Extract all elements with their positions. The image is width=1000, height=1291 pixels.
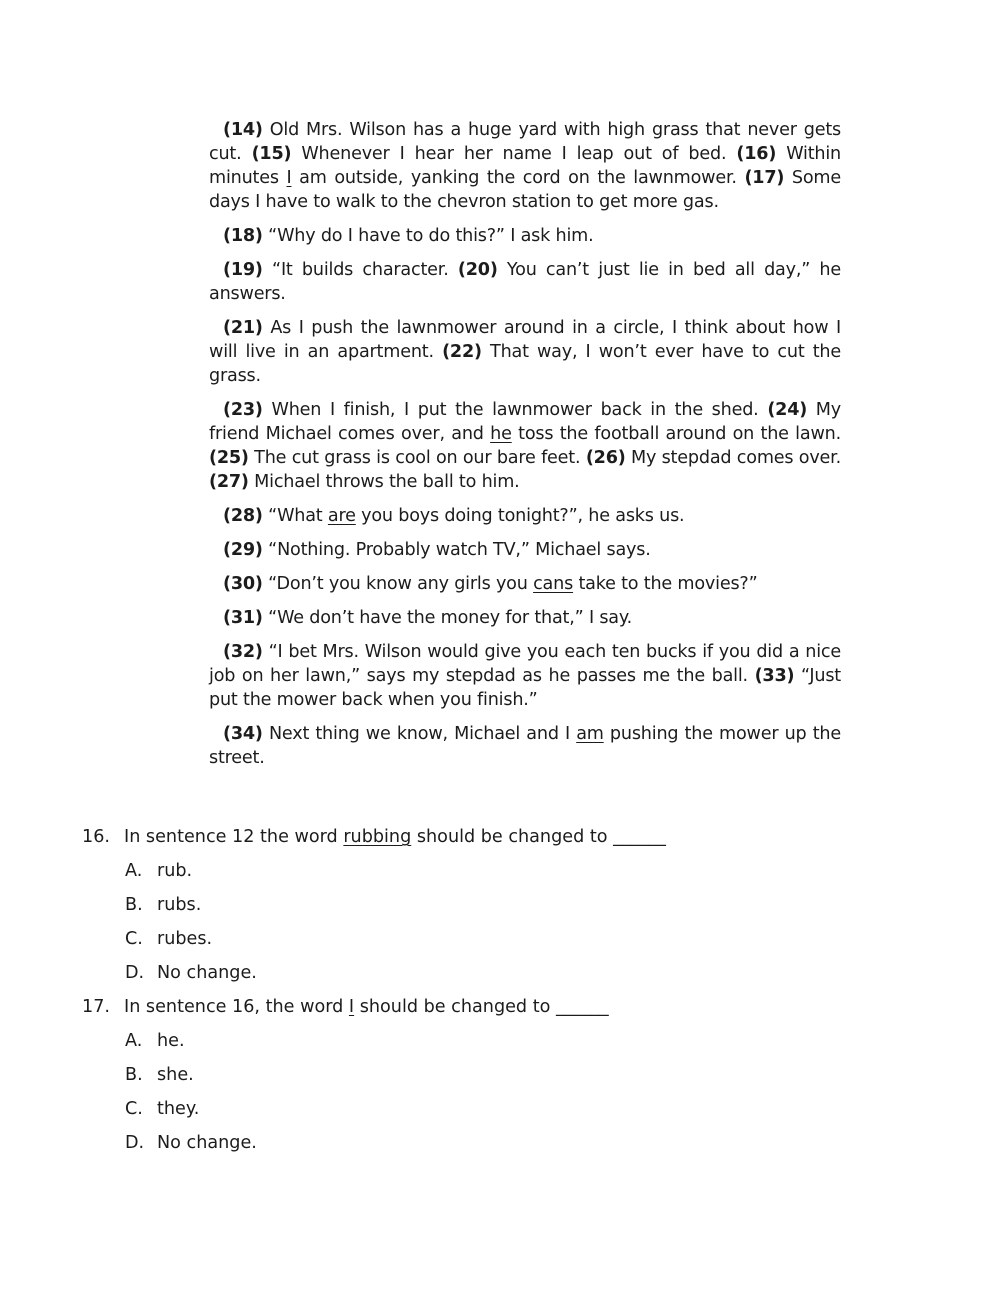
sentence-number: (33) — [754, 666, 795, 686]
text-segment: You can’t just lie in bed all day,” he answers. — [209, 260, 841, 304]
text-segment: As I push the lawnmower around in a circle, I think about how I will live in an apartment. — [209, 318, 841, 362]
text-segment: am outside, yanking the cord on the lawnmower. — [291, 168, 745, 188]
option-text: she. — [157, 1065, 194, 1085]
text-segment: Old Mrs. Wilson has a huge yard with high grass that never gets cut. — [209, 120, 841, 164]
underlined-word: I — [286, 168, 292, 188]
sentence-number: (34) — [223, 724, 263, 744]
answer-option[interactable] — [125, 1063, 962, 1087]
answer-option[interactable] — [125, 893, 962, 917]
question-list — [82, 825, 962, 1165]
text-segment: That way, I won’t ever have to cut the grass. — [209, 342, 841, 386]
option-text: they. — [157, 1099, 200, 1119]
option-letter: B. — [125, 895, 143, 915]
sentence-number: (19) — [223, 260, 263, 280]
answer-option[interactable] — [125, 1029, 962, 1053]
sentence-number: (26) — [585, 448, 626, 468]
passage-paragraph — [209, 722, 841, 770]
sentence-number: (23) — [223, 400, 263, 420]
option-text: he. — [157, 1031, 185, 1051]
sentence-number: (29) — [223, 540, 263, 560]
passage-paragraph — [209, 316, 841, 388]
text-segment: should be changed to ______ — [411, 827, 666, 847]
sentence-number: (31) — [223, 608, 263, 628]
passage-paragraph — [209, 224, 841, 248]
sentence-number: (18) — [223, 226, 263, 246]
answer-option[interactable] — [125, 961, 962, 985]
sentence-number: (21) — [223, 318, 263, 338]
sentence-number: (25) — [209, 448, 249, 468]
text-segment: When I finish, I put the lawnmower back in the shed. — [262, 400, 768, 420]
text-segment: should be changed to ______ — [354, 997, 609, 1017]
question-stem — [82, 995, 962, 1019]
option-letter: D. — [125, 1133, 145, 1153]
question-text — [124, 825, 666, 849]
text-segment: “Don’t you know any girls you — [262, 574, 534, 594]
passage-paragraph — [209, 504, 841, 528]
passage-paragraph — [209, 258, 841, 306]
sentence-number: (28) — [223, 506, 263, 526]
sentence-number: (24) — [767, 400, 808, 420]
option-letter: D. — [125, 963, 145, 983]
sentence-number: (32) — [223, 642, 263, 662]
option-text: rubes. — [157, 929, 213, 949]
answer-options — [82, 859, 962, 985]
text-segment: “Nothing. Probably watch TV,” Michael says. — [262, 540, 651, 560]
option-letter: A. — [125, 861, 143, 881]
underlined-word: rubbing — [343, 827, 412, 847]
sentence-number: (22) — [442, 342, 482, 362]
option-text: No change. — [157, 1133, 257, 1153]
question — [82, 825, 962, 985]
text-segment: My friend Michael comes over, and — [209, 400, 841, 444]
passage-paragraph — [209, 538, 841, 562]
text-segment: “I bet Mrs. Wilson would give you each ten bucks if you did a nice job on her lawn,” says my stepdad as he passes me the ball. — [209, 642, 841, 686]
passage-paragraph — [209, 606, 841, 630]
underlined-word: am — [576, 724, 604, 744]
passage-paragraph — [209, 118, 841, 214]
question-number: 17. — [82, 997, 110, 1017]
passage-paragraph — [209, 640, 841, 712]
underlined-word: he — [490, 424, 512, 444]
text-segment: “We don’t have the money for that,” I say. — [262, 608, 632, 628]
text-segment: “What — [262, 506, 328, 526]
text-segment: In sentence 16, the word — [124, 997, 349, 1017]
text-segment: Within minutes — [209, 144, 841, 188]
answer-option[interactable] — [125, 927, 962, 951]
underlined-word: are — [327, 506, 356, 526]
text-segment: In sentence 12 the word — [124, 827, 344, 847]
passage-paragraph — [209, 398, 841, 494]
option-letter: C. — [125, 929, 143, 949]
text-segment: you boys doing tonight?”, he asks us. — [355, 506, 685, 526]
question-stem — [82, 825, 962, 849]
option-letter: A. — [125, 1031, 143, 1051]
text-segment: “Just put the mower back when you finish.” — [209, 666, 841, 710]
option-text: rubs. — [157, 895, 202, 915]
answer-option[interactable] — [125, 1131, 962, 1155]
underlined-word: I — [348, 997, 355, 1017]
option-text: No change. — [157, 963, 257, 983]
option-letter: B. — [125, 1065, 143, 1085]
text-segment: pushing the mower up the street. — [209, 724, 841, 768]
option-letter: C. — [125, 1099, 143, 1119]
text-segment: The cut grass is cool on our bare feet. — [248, 448, 586, 468]
text-segment: “Why do I have to do this?” I ask him. — [262, 226, 594, 246]
sentence-number: (27) — [209, 472, 249, 492]
sentence-number: (14) — [223, 120, 263, 140]
sentence-number: (30) — [223, 574, 263, 594]
sentence-number: (17) — [744, 168, 785, 188]
text-segment: Next thing we know, Michael and I — [262, 724, 577, 744]
text-segment: take to the movies?” — [573, 574, 758, 594]
question-text — [124, 995, 609, 1019]
passage-paragraph — [209, 572, 841, 596]
answer-option[interactable] — [125, 1097, 962, 1121]
sentence-number: (20) — [457, 260, 498, 280]
text-segment: Whenever I hear her name I leap out of bed. — [291, 144, 737, 164]
answer-options — [82, 1029, 962, 1155]
underlined-word: cans — [533, 574, 574, 594]
reading-passage — [209, 118, 841, 780]
text-segment: Some days I have to walk to the chevron station to get more gas. — [209, 168, 841, 212]
question — [82, 995, 962, 1155]
question-number: 16. — [82, 827, 110, 847]
sentence-number: (16) — [736, 144, 777, 164]
text-segment: My stepdad comes over. — [625, 448, 841, 468]
answer-option[interactable] — [125, 859, 962, 883]
option-text: rub. — [157, 861, 193, 881]
text-segment: Michael throws the ball to him. — [248, 472, 520, 492]
text-segment: toss the football around on the lawn. — [511, 424, 841, 444]
sentence-number: (15) — [251, 144, 292, 164]
text-segment: “It builds character. — [262, 260, 458, 280]
